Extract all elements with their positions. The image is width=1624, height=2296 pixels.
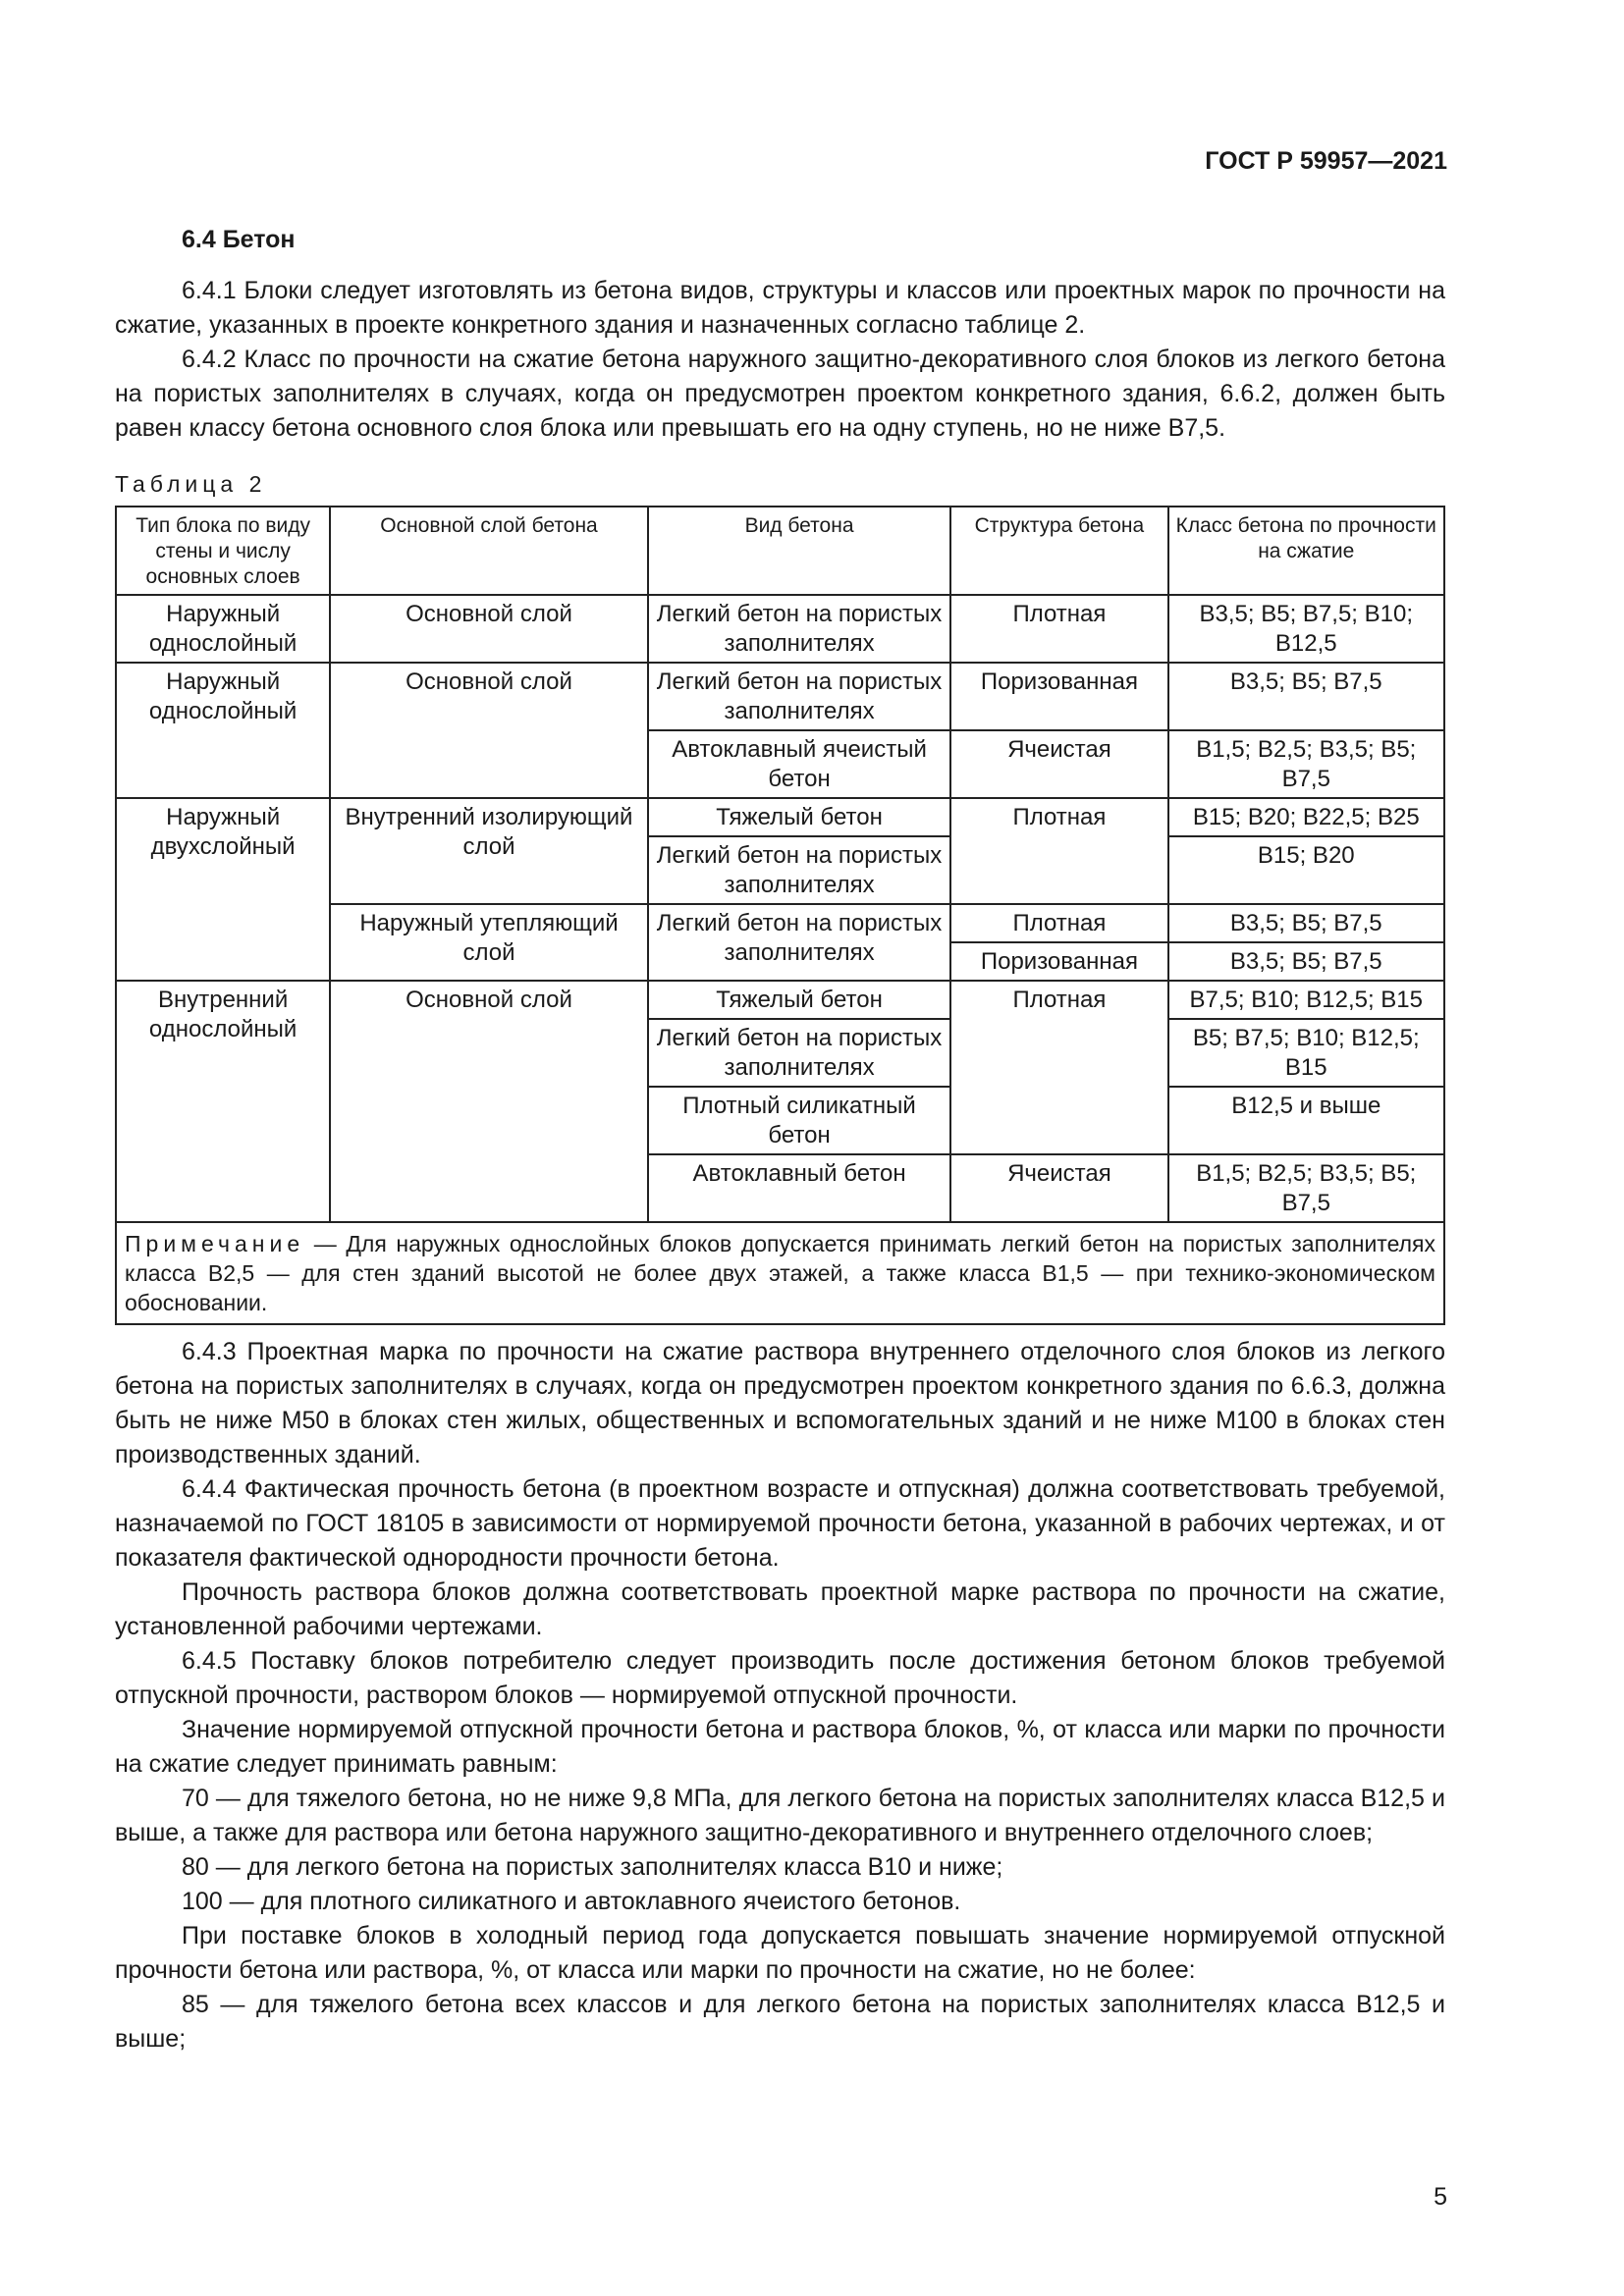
table-row <box>116 981 1444 1019</box>
cell-concrete-structure: Плотная <box>950 981 1167 1154</box>
paragraph-6-4-3: 6.4.3 Проектная марка по прочности на сжатие раствора внутреннего отделочного слоя блоков из легкого бетона на пористых заполнителях в случаях, когда он предусмотрен проектом конкретного здания по 6.6.3, должна быть не ниже М50 в блоках стен жилых, общественных и вспомогательных зданий и не ниже М100 в блоках стен производственных зданий. <box>115 1338 1445 1468</box>
cell-concrete-kind: Легкий бетон на пористых заполнителях <box>648 595 951 663</box>
table-header-row <box>116 507 1444 595</box>
cell-concrete-class: В15; В20 <box>1168 836 1444 904</box>
paragraph-mortar-strength: Прочность раствора блоков должна соответствовать проектной марке раствора по прочности на сжатие, установленной рабочими чертежами. <box>115 1578 1445 1640</box>
cell-main-layer: Основной слой <box>330 981 648 1222</box>
cell-main-layer: Основной слой <box>330 595 648 663</box>
cell-concrete-structure: Поризованная <box>950 942 1167 981</box>
cell-main-layer: Основной слой <box>330 663 648 798</box>
paragraph-value-85: 85 — для тяжелого бетона всех классов и для легкого бетона на пористых заполнителях класса В12,5 и выше; <box>115 1991 1445 2053</box>
paragraph-6-4-1: 6.4.1 Блоки следует изготовлять из бетона видов, структуры и классов или проектных марок по прочности на сжатие, указанных в проекте конкретного здания и назначенных согласно таблице 2. <box>115 277 1445 339</box>
paragraph-value-70: 70 — для тяжелого бетона, но не ниже 9,8 МПа, для легкого бетона на пористых заполнителях класса В12,5 и выше, а также для раствора или бетона наружного защитно-декоративного и внутреннего отделочного слоев; <box>115 1785 1445 1846</box>
header-concrete-kind: Вид бетона <box>648 507 951 595</box>
cell-main-layer: Внутренний изолирующий слой <box>330 798 648 904</box>
cell-concrete-kind: Легкий бетон на пористых заполнителях <box>648 663 951 730</box>
section-title: 6.4 Бетон <box>182 226 296 253</box>
table-row <box>116 798 1444 836</box>
cell-concrete-class: В3,5; В5; В7,5 <box>1168 663 1444 730</box>
concrete-table <box>115 506 1445 1325</box>
cell-concrete-structure: Поризованная <box>950 663 1167 730</box>
cell-main-layer: Наружный утепляющий слой <box>330 904 648 981</box>
cell-block-type: Наружный однослойный <box>116 663 330 798</box>
header-main-layer: Основной слой бетона <box>330 507 648 595</box>
header-concrete-class: Класс бетона по прочности на сжатие <box>1168 507 1444 595</box>
paragraph-value-80: 80 — для легкого бетона на пористых заполнителях класса В10 и ниже; <box>182 1853 1003 1881</box>
cell-concrete-kind: Легкий бетон на пористых заполнителях <box>648 1019 951 1087</box>
paragraph-6-4-5: 6.4.5 Поставку блоков потребителю следует производить после достижения бетоном блоков требуемой отпускной прочности, раствором блоков — нормируемой отпускной прочности. <box>115 1647 1445 1709</box>
cell-concrete-class: В1,5; В2,5; В3,5; В5; В7,5 <box>1168 730 1444 798</box>
cell-concrete-kind: Автоклавный ячеистый бетон <box>648 730 951 798</box>
cell-concrete-kind: Легкий бетон на пористых заполнителях <box>648 904 951 981</box>
table-note <box>116 1222 1444 1324</box>
cell-concrete-kind: Легкий бетон на пористых заполнителях <box>648 836 951 904</box>
header-concrete-structure: Структура бетона <box>950 507 1167 595</box>
paragraph-cold-period: При поставке блоков в холодный период года допускается повышать значение нормируемой отпускной прочности бетона или раствора, %, от класса или марки по прочности на сжатие, но не более: <box>115 1922 1445 1984</box>
table-row <box>116 663 1444 730</box>
paragraph-release-strength: Значение нормируемой отпускной прочности бетона и раствора блоков, %, от класса или марки по прочности на сжатие следует принимать равным: <box>115 1716 1445 1778</box>
cell-concrete-class: В3,5; В5; В7,5; В10; В12,5 <box>1168 595 1444 663</box>
cell-concrete-class: В3,5; В5; В7,5 <box>1168 904 1444 942</box>
document-code: ГОСТ Р 59957—2021 <box>1205 147 1447 175</box>
table-caption: Таблица 2 <box>115 471 267 497</box>
paragraph-6-4-4: 6.4.4 Фактическая прочность бетона (в проектном возрасте и отпускная) должна соответствовать требуемой, назначаемой по ГОСТ 18105 в зависимости от нормируемой прочности бетона, указанной в рабочих чертежах, и от показателя фактической однородности прочности бетона. <box>115 1475 1445 1572</box>
cell-concrete-class: В12,5 и выше <box>1168 1087 1444 1154</box>
cell-concrete-structure: Плотная <box>950 595 1167 663</box>
cell-concrete-class: В3,5; В5; В7,5 <box>1168 942 1444 981</box>
cell-concrete-structure: Ячеистая <box>950 730 1167 798</box>
cell-concrete-structure: Ячеистая <box>950 1154 1167 1222</box>
page-number: 5 <box>1434 2183 1447 2211</box>
paragraph-6-4-2: 6.4.2 Класс по прочности на сжатие бетона наружного защитно-декоративного слоя блоков из легкого бетона на пористых заполнителях в случаях, когда он предусмотрен проектом конкретного здания, 6.6.2, должен быть равен классу бетона основного слоя блока или превышать его на одну ступень, но не ниже В7,5. <box>115 346 1445 442</box>
cell-concrete-kind: Тяжелый бетон <box>648 798 951 836</box>
note-label: Примечание <box>125 1231 305 1256</box>
page-body <box>115 226 1445 2056</box>
cell-concrete-kind: Плотный силикатный бетон <box>648 1087 951 1154</box>
note-text: — Для наружных однослойных блоков допускается принимать легкий бетон на пористых заполнителях класса В2,5 — для стен зданий высотой не более двух этажей, а также класса В1,5 — при технико-экономическом обосновании. <box>125 1231 1435 1315</box>
cell-concrete-class: В1,5; В2,5; В3,5; В5; В7,5 <box>1168 1154 1444 1222</box>
cell-concrete-class: В15; В20; В22,5; В25 <box>1168 798 1444 836</box>
cell-concrete-class: В5; В7,5; В10; В12,5; В15 <box>1168 1019 1444 1087</box>
cell-block-type: Внутренний однослойный <box>116 981 330 1222</box>
header-block-type: Тип блока по виду стены и числу основных слоев <box>116 507 330 595</box>
table-row <box>116 595 1444 663</box>
cell-concrete-kind: Тяжелый бетон <box>648 981 951 1019</box>
cell-block-type: Наружный двухслойный <box>116 798 330 981</box>
table-note-row <box>116 1222 1444 1324</box>
paragraph-value-100: 100 — для плотного силикатного и автоклавного ячеистого бетонов. <box>182 1888 961 1915</box>
paragraphs-after-table <box>115 1335 1445 2056</box>
cell-block-type: Наружный однослойный <box>116 595 330 663</box>
cell-concrete-kind: Автоклавный бетон <box>648 1154 951 1222</box>
cell-concrete-structure: Плотная <box>950 798 1167 904</box>
cell-concrete-class: В7,5; В10; В12,5; В15 <box>1168 981 1444 1019</box>
cell-concrete-structure: Плотная <box>950 904 1167 942</box>
